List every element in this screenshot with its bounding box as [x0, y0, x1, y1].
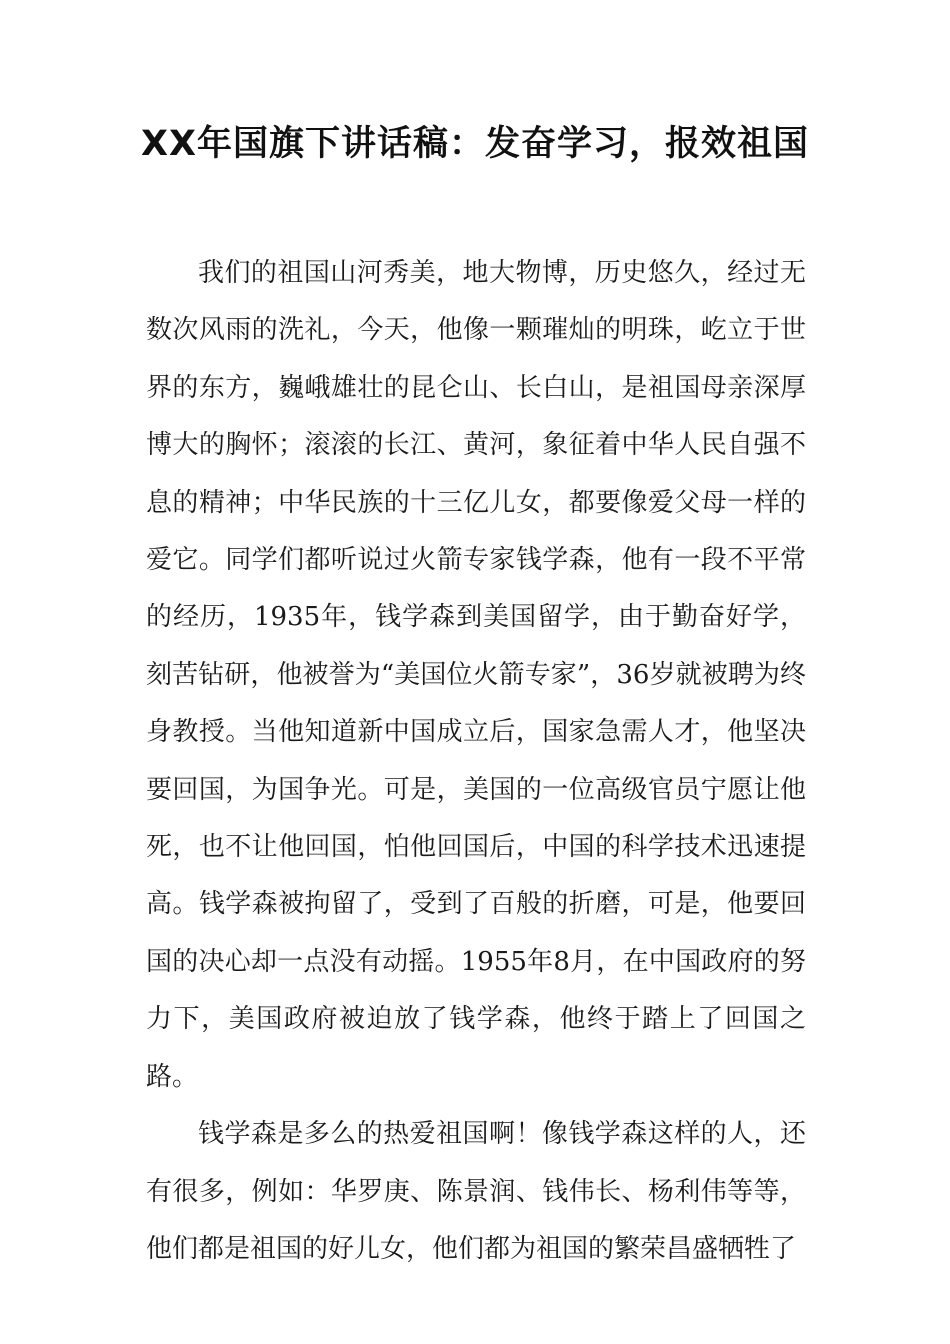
- paragraph-2: 钱学森是多么的热爱祖国啊！像钱学森这样的人，还有很多，例如：华罗庚、陈景润、钱伟长、杨利伟等等，他们都是祖国的好儿女，他们都为祖国的繁荣昌盛牺牲了: [146, 1119, 806, 1264]
- document-title: XX年国旗下讲话稿：发奋学习，报效祖国: [141, 124, 809, 164]
- document-body: [146, 245, 806, 1278]
- paragraph-1: 我们的祖国山河秀美，地大物博，历史悠久，经过无数次风雨的洗礼，今天，他像一颗璀灿的明珠，屹立于世界的东方，巍峨雄壮的昆仑山、长白山，是祖国母亲深厚博大的胸怀；滚滚的长江、黄河，象征着中华人民自强不息的精神；中华民族的十三亿儿女，都要像爱父母一样的爱它。同学们都听说过火箭专家钱学森，他有一段不平常的经历，1935年，钱学森到美国留学，由于勤奋好学，刻苦钻研，他被誉为“美国位火箭专家”，36岁就被聘为终身教授。当他知道新中国成立后，国家急需人才，他坚决要回国，为国争光。可是，美国的一位高级官员宁愿让他死，也不让他回国，怕他回国后，中国的科学技术迅速提高。钱学森被拘留了，受到了百般的折磨，可是，他要回国的决心却一点没有动摇。1955年8月，在中国政府的努力下，美国政府被迫放了钱学森，他终于踏上了回国之路。: [146, 258, 806, 1092]
